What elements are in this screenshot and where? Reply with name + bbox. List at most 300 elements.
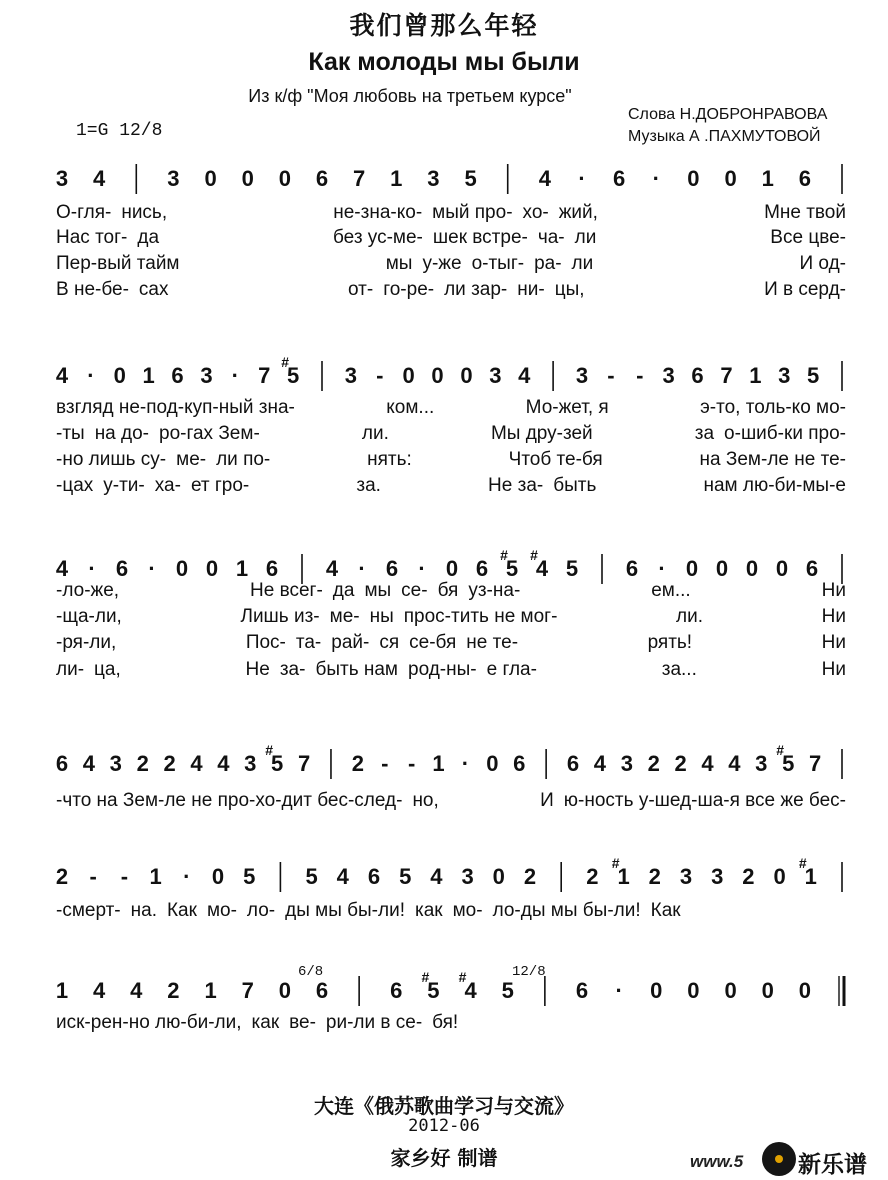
- lyric-measure: [526, 397, 609, 419]
- lyric-syllable: о-шиб-ки про-: [724, 423, 846, 444]
- lyric-syllable: ме-: [176, 449, 207, 470]
- note: 4: [325, 556, 339, 581]
- note: 3: [489, 363, 502, 388]
- note: ·: [148, 556, 156, 581]
- note: 4: [336, 864, 349, 889]
- note: 1: [432, 751, 445, 776]
- note: 4: [130, 978, 143, 1003]
- note: 6: [691, 363, 704, 388]
- lyric-syllable: на.: [130, 900, 157, 921]
- lyric-syllable: мый про-: [432, 202, 513, 223]
- lyric-measure: [367, 449, 412, 471]
- lyric-syllable: Пер-вый тайм: [56, 253, 180, 274]
- lyric-syllable: Чтоб те-бя: [508, 449, 603, 470]
- note: 3: [679, 864, 693, 889]
- lyric-syllable: хо-: [522, 202, 549, 223]
- lyric-line: [56, 606, 846, 628]
- note: 6: [625, 556, 639, 581]
- note: 4: [535, 556, 549, 581]
- lyric-measure: [651, 580, 690, 602]
- lyric-syllable: бя!: [432, 1012, 459, 1033]
- lyric-measure: [764, 202, 846, 224]
- note: 1: [804, 864, 817, 889]
- lyric-line: [56, 397, 846, 419]
- note: 5: [501, 978, 514, 1003]
- note: ·: [231, 363, 239, 388]
- note: 0: [687, 978, 700, 1003]
- lyric-measure: [356, 475, 381, 497]
- lyric-measure: [822, 632, 846, 654]
- note: 0: [204, 166, 217, 191]
- note: 6: [475, 556, 489, 581]
- note: 1: [149, 864, 162, 889]
- note: 6: [390, 978, 403, 1003]
- note: 0: [460, 363, 473, 388]
- note: 2: [648, 864, 661, 889]
- time-signature-change: 6/8: [298, 964, 324, 980]
- lyric-measure: [799, 253, 846, 275]
- note: 5: [505, 556, 519, 581]
- lyric-measure: [56, 1012, 458, 1034]
- note: 1: [142, 363, 155, 388]
- lyric-syllable: за: [694, 423, 715, 444]
- lyric-syllable: Как: [166, 900, 197, 921]
- note: 3: [755, 751, 768, 776]
- note: 0: [687, 166, 700, 191]
- sharp-accidental: #: [265, 742, 274, 758]
- note: 4: [82, 751, 96, 776]
- lyric-syllable: уз-на-: [468, 580, 521, 601]
- note: 2: [163, 751, 176, 776]
- lyric-syllable: ли зар-: [444, 279, 508, 300]
- sharp-accidental: #: [421, 969, 430, 985]
- note: 0: [402, 363, 415, 388]
- note: 6: [798, 166, 811, 191]
- sharp-accidental: #: [281, 354, 290, 370]
- lyric-measure: [764, 279, 846, 301]
- lyric-syllable: Мо-жет, я: [525, 397, 609, 418]
- note: 0: [278, 166, 291, 191]
- lyric-syllable: И в серд-: [764, 279, 846, 300]
- lyric-measure: [509, 449, 603, 471]
- note: 6: [265, 556, 279, 581]
- lyric-syllable: Нас тог-: [56, 227, 128, 248]
- note: 1: [617, 864, 630, 889]
- lyric-syllable: -что на Зем-ле не про-хо-дит бес-след-: [56, 790, 403, 811]
- note: 4: [593, 751, 607, 776]
- lyric-measure: [56, 227, 159, 249]
- lyric-measure: [386, 397, 434, 419]
- lyric-measure: [822, 580, 846, 602]
- note: -: [120, 864, 129, 889]
- note: 4: [464, 978, 477, 1003]
- note: 4: [55, 556, 69, 581]
- note: 3: [778, 363, 791, 388]
- lyric-syllable: та-: [295, 632, 322, 653]
- lyric-measure: [822, 659, 846, 681]
- lyric-syllable: Не всег-: [250, 580, 323, 601]
- note: -: [89, 864, 97, 889]
- lyric-syllable: на до-: [94, 423, 150, 444]
- lyric-syllable: ли-: [56, 659, 85, 680]
- note: 5: [565, 556, 579, 581]
- lyric-syllable: О-гля-: [56, 202, 112, 223]
- lyric-measure: [56, 580, 119, 602]
- note: 7: [353, 166, 366, 191]
- lyric-syllable: нись,: [121, 202, 168, 223]
- lyric-line: [56, 475, 846, 497]
- lyric-syllable: ча-: [537, 227, 565, 248]
- lyric-line: [56, 659, 846, 681]
- lyric-measure: [246, 659, 537, 681]
- lyric-syllable: Мне твой: [764, 202, 846, 223]
- sharp-accidental: #: [611, 855, 620, 871]
- lyric-syllable: И од-: [799, 253, 846, 274]
- lyric-syllable: мо-: [452, 900, 483, 921]
- lyric-measure: [56, 202, 167, 224]
- lyric-syllable: за...: [661, 659, 697, 680]
- lyric-syllable: ло-ды мы бы-ли!: [492, 900, 641, 921]
- note: 3: [344, 363, 358, 388]
- note: 0: [278, 978, 291, 1003]
- lyric-syllable: Мы дру-зей: [490, 423, 593, 444]
- lyric-line: [56, 632, 846, 654]
- note: 5: [271, 751, 284, 776]
- note: 3: [620, 751, 633, 776]
- lyric-syllable: жий,: [558, 202, 598, 223]
- note: 3: [461, 864, 474, 889]
- lyric-syllable: прос-тить не мог-: [403, 606, 558, 627]
- lyric-syllable: Ни: [821, 659, 846, 680]
- lyric-syllable: -ло-же,: [56, 580, 120, 601]
- note: 7: [258, 363, 271, 388]
- note: 0: [775, 556, 789, 581]
- lyric-measure: [703, 475, 846, 497]
- note: 4: [217, 751, 230, 776]
- lyric-measure: [246, 632, 518, 654]
- note: 2: [742, 864, 755, 889]
- note: 2: [647, 751, 660, 776]
- lyric-syllable: быть: [553, 475, 597, 496]
- note: 6: [385, 556, 399, 581]
- lyric-syllable: ли: [571, 253, 594, 274]
- note: 5: [243, 864, 256, 889]
- note: ·: [652, 166, 660, 191]
- lyric-syllable: да: [137, 227, 160, 248]
- lyric-measure: [333, 202, 598, 224]
- note: 7: [720, 363, 733, 388]
- lyric-syllable: ве-: [289, 1012, 316, 1033]
- lyric-syllable: но,: [412, 790, 439, 811]
- lyric-syllable: Ни: [821, 580, 846, 601]
- note: 3: [575, 363, 589, 388]
- note: 6: [566, 751, 580, 776]
- note: 3: [427, 166, 440, 191]
- lyric-syllable: се-бя: [409, 632, 457, 653]
- lyric-syllable: рай-: [331, 632, 370, 653]
- note: 6: [613, 166, 626, 191]
- note: 2: [523, 864, 537, 889]
- lyric-measure: [770, 227, 846, 249]
- note: 4: [728, 751, 741, 776]
- note: 5: [782, 751, 795, 776]
- lyric-measure: [56, 790, 439, 812]
- note: 5: [806, 363, 820, 388]
- lyric-syllable: го-ре-: [383, 279, 435, 300]
- lyric-syllable: за.: [356, 475, 381, 496]
- note: 2: [136, 751, 149, 776]
- footer-maker: 家乡好 制谱: [390, 1146, 498, 1170]
- note: 0: [685, 556, 699, 581]
- note: 3: [167, 166, 180, 191]
- lyric-line: [56, 202, 846, 224]
- note: ·: [615, 978, 623, 1003]
- note: 4: [93, 166, 106, 191]
- note: ·: [183, 864, 191, 889]
- note: 4: [538, 166, 551, 191]
- lyric-measure: [56, 423, 260, 445]
- note: 0: [113, 363, 126, 388]
- lyric-syllable: -цах: [56, 475, 94, 496]
- lyric-syllable: ны: [369, 606, 394, 627]
- lyric-measure: [56, 253, 180, 275]
- lyric-measure: [540, 790, 846, 812]
- lyric-measure: [676, 606, 703, 628]
- lyric-measure: [56, 475, 249, 497]
- note: 6: [171, 363, 184, 388]
- note: 0: [445, 556, 459, 581]
- note: 2: [674, 751, 687, 776]
- note: 5: [286, 363, 300, 388]
- lyric-syllable: -но лишь су-: [56, 449, 167, 470]
- note: 0: [761, 978, 774, 1003]
- note: -: [381, 751, 389, 776]
- note: 2: [351, 751, 364, 776]
- lyric-syllable: ли.: [361, 423, 389, 444]
- lyric-syllable: ком...: [386, 397, 435, 418]
- note: ·: [578, 166, 586, 191]
- lyric-syllable: Лишь из-: [240, 606, 320, 627]
- lyricist-credit: Слова Н.ДОБРОНРАВОВА: [628, 106, 828, 123]
- note: 0: [205, 556, 219, 581]
- note: 4: [93, 978, 106, 1003]
- lyric-syllable: от-: [348, 279, 374, 300]
- lyric-syllable: род-ны-: [408, 659, 477, 680]
- note: 0: [773, 864, 786, 889]
- note: 3: [109, 751, 122, 776]
- note: 0: [211, 864, 225, 889]
- sharp-accidental: #: [500, 547, 508, 563]
- song-title-chinese: 我们曾那么年轻: [349, 11, 539, 40]
- lyric-syllable: -смерт-: [56, 900, 121, 921]
- note: 4: [190, 751, 203, 776]
- note: 2: [167, 978, 180, 1003]
- music-disc-icon: [762, 1142, 796, 1176]
- note: ·: [461, 751, 470, 776]
- lyric-syllable: нять:: [367, 449, 412, 470]
- lyric-line: [56, 790, 846, 812]
- watermark-brand: 新乐谱: [798, 1151, 867, 1178]
- note: 1: [390, 166, 403, 191]
- note: -: [636, 363, 644, 388]
- sharp-accidental: #: [776, 742, 785, 758]
- note: 3: [662, 363, 675, 388]
- note: -: [376, 363, 384, 388]
- lyric-measure: [56, 632, 116, 654]
- note: 5: [464, 166, 477, 191]
- note: -: [607, 363, 615, 388]
- lyric-syllable: без ус-ме-: [333, 227, 423, 248]
- lyric-syllable: ха-: [154, 475, 181, 496]
- note: 4: [430, 864, 443, 889]
- lyric-measure: [333, 227, 596, 249]
- lyric-syllable: ца,: [94, 659, 121, 680]
- note: 0: [650, 978, 663, 1003]
- lyric-syllable: нам лю-би-мы-е: [703, 475, 846, 496]
- lyric-syllable: ме-: [329, 606, 360, 627]
- note: 2: [586, 864, 599, 889]
- lyric-syllable: ли по-: [216, 449, 271, 470]
- note: 5: [427, 978, 440, 1003]
- lyric-line: [56, 449, 846, 471]
- note: 3: [55, 166, 69, 191]
- lyric-syllable: ни-: [517, 279, 545, 300]
- lyric-syllable: ра-: [534, 253, 562, 274]
- lyric-measure: [56, 449, 270, 471]
- note: ·: [658, 556, 666, 581]
- lyric-syllable: мо-: [206, 900, 237, 921]
- note: 5: [305, 864, 318, 889]
- lyric-line: [56, 253, 846, 275]
- lyric-syllable: да: [332, 580, 355, 601]
- note: 6: [115, 556, 129, 581]
- lyric-syllable: Все цве-: [770, 227, 846, 248]
- note: 1: [749, 363, 762, 388]
- note: 0: [492, 864, 505, 889]
- watermark-url: www.5: [690, 1152, 744, 1171]
- lyric-measure: [386, 253, 594, 275]
- note: 0: [798, 978, 811, 1003]
- composer-credit: Музыка А .ПАХМУТОВОЙ: [628, 128, 821, 145]
- lyric-syllable: се-: [401, 580, 428, 601]
- lyric-line: [56, 580, 846, 602]
- lyric-line: [56, 279, 846, 301]
- lyric-syllable: иск-рен-но лю-би-ли,: [56, 1012, 242, 1033]
- lyric-syllable: Ни: [821, 632, 846, 653]
- lyric-syllable: е гла-: [486, 659, 537, 680]
- lyric-syllable: как: [414, 900, 443, 921]
- note: 0: [724, 978, 737, 1003]
- note: 7: [241, 978, 254, 1003]
- lyric-syllable: В не-бе-: [56, 279, 129, 300]
- lyric-syllable: не те-: [466, 632, 519, 653]
- footer-date: 2012-06: [408, 1116, 480, 1136]
- song-title-russian: Как молоды мы были: [308, 48, 580, 76]
- lyric-syllable: взгляд не-под-куп-ный зна-: [56, 397, 295, 418]
- sharp-accidental: #: [458, 969, 467, 985]
- note: 7: [808, 751, 822, 776]
- note: 0: [175, 556, 189, 581]
- site-watermark: [690, 1138, 888, 1180]
- lyric-syllable: Как: [650, 900, 681, 921]
- lyric-syllable: за-: [279, 659, 306, 680]
- lyric-measure: [662, 659, 697, 681]
- lyric-syllable: э-то, толь-ко мо-: [700, 397, 846, 418]
- lyric-measure: [56, 659, 121, 681]
- lyric-syllable: у-ти-: [103, 475, 145, 496]
- note: 3: [711, 864, 724, 889]
- lyric-measure: [348, 279, 584, 301]
- lyric-syllable: рять!: [647, 632, 693, 653]
- lyric-line: [56, 423, 846, 445]
- note: 6: [367, 864, 381, 889]
- lyric-syllable: цы,: [554, 279, 585, 300]
- lyric-line: [56, 1012, 846, 1034]
- note: 4: [55, 363, 69, 388]
- note: 2: [55, 864, 69, 889]
- lyric-syllable: у-же: [422, 253, 462, 274]
- lyric-line: [56, 900, 846, 922]
- note: 5: [399, 864, 412, 889]
- lyric-measure: [491, 423, 593, 445]
- lyric-measure: [695, 423, 846, 445]
- lyric-syllable: Ни: [821, 606, 846, 627]
- lyric-syllable: как: [251, 1012, 280, 1033]
- note: 1: [55, 978, 69, 1003]
- time-signature-change: 12/8: [512, 964, 546, 980]
- lyric-measure: [56, 900, 681, 922]
- lyric-syllable: ли: [574, 227, 597, 248]
- footer-source: 大连《俄苏歌曲学习与交流》: [314, 1094, 574, 1118]
- key-signature: 1=G 12/8: [76, 121, 163, 141]
- lyric-syllable: Пос-: [245, 632, 286, 653]
- note: 3: [244, 751, 257, 776]
- lyric-syllable: Не: [245, 659, 270, 680]
- lyric-syllable: -ря-ли,: [56, 632, 117, 653]
- note: -: [407, 751, 416, 776]
- note: 1: [235, 556, 249, 581]
- lyric-syllable: ет гро-: [190, 475, 250, 496]
- lyric-measure: [56, 397, 295, 419]
- lyric-syllable: на Зем-ле не те-: [699, 449, 846, 470]
- sharp-accidental: #: [798, 855, 807, 871]
- note: 0: [724, 166, 737, 191]
- note: 0: [431, 363, 444, 388]
- note: 0: [715, 556, 729, 581]
- lyric-measure: [250, 580, 520, 602]
- note: 3: [200, 363, 213, 388]
- note: ·: [358, 556, 366, 581]
- note: 1: [204, 978, 217, 1003]
- lyric-syllable: бя: [437, 580, 459, 601]
- lyric-syllable: Не за-: [488, 475, 544, 496]
- lyric-measure: [240, 606, 557, 628]
- lyric-syllable: не-зна-ко-: [333, 202, 423, 223]
- lyric-syllable: мы: [385, 253, 413, 274]
- lyric-syllable: быть нам: [315, 659, 398, 680]
- lyric-measure: [56, 279, 168, 301]
- lyric-measure: [56, 606, 122, 628]
- lyric-syllable: сах: [138, 279, 169, 300]
- lyric-syllable: шек встре-: [432, 227, 528, 248]
- lyric-measure: [648, 632, 693, 654]
- lyric-syllable: ем...: [651, 580, 691, 601]
- lyric-syllable: ся: [379, 632, 400, 653]
- note: 1: [761, 166, 774, 191]
- note: 6: [513, 751, 526, 776]
- lyric-syllable: ло-: [246, 900, 276, 921]
- note: ·: [88, 556, 96, 581]
